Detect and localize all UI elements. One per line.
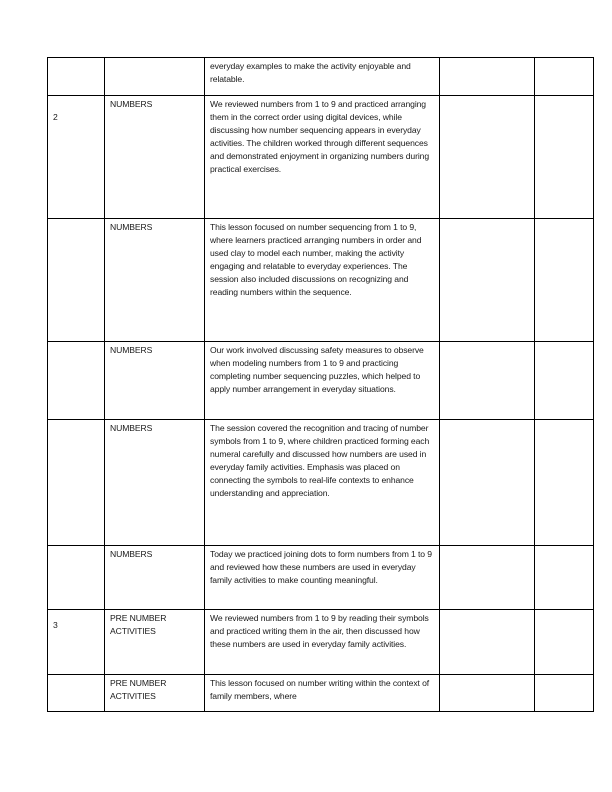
- description-cell: We reviewed numbers from 1 to 9 and practiced arranging them in the correct order using digital devices, while discussing how number sequencing appears in everyday activities. The children worked through different sequences and demonstrated enjoyment in organizing numbers during practical exercises.: [205, 96, 440, 219]
- table-row: [48, 675, 594, 712]
- empty-cell-4: [440, 96, 535, 219]
- week-cell: [48, 96, 105, 219]
- week-number: 2: [53, 112, 58, 122]
- strand-cell: PRE NUMBER ACTIVITIES: [105, 610, 205, 675]
- table-row: [48, 96, 594, 219]
- empty-cell-5: [535, 675, 594, 712]
- week-cell: [48, 58, 105, 96]
- empty-cell-5: [535, 342, 594, 420]
- description-cell: Our work involved discussing safety measures to observe when modeling numbers from 1 to 9 and practicing completing number sequencing puzzles, which helped to apply number arrangement in everyday situations.: [205, 342, 440, 420]
- description-cell: everyday examples to make the activity enjoyable and relatable.: [205, 58, 440, 96]
- strand-cell: NUMBERS: [105, 546, 205, 610]
- empty-cell-4: [440, 219, 535, 342]
- table-row: [48, 58, 594, 96]
- table-row: [48, 546, 594, 610]
- week-cell: [48, 420, 105, 546]
- table-row: [48, 342, 594, 420]
- description-cell: Today we practiced joining dots to form numbers from 1 to 9 and reviewed how these numbers are used in everyday family activities to make counting meaningful.: [205, 546, 440, 610]
- empty-cell-4: [440, 675, 535, 712]
- strand-cell: [105, 58, 205, 96]
- week-cell: [48, 219, 105, 342]
- table-row: [48, 610, 594, 675]
- strand-cell: NUMBERS: [105, 342, 205, 420]
- description-cell: This lesson focused on number writing within the context of family members, where: [205, 675, 440, 712]
- strand-cell: NUMBERS: [105, 420, 205, 546]
- lesson-log-table: [47, 57, 594, 712]
- week-cell: [48, 342, 105, 420]
- description-cell: We reviewed numbers from 1 to 9 by reading their symbols and practiced writing them in the air, then discussed how these numbers are used in everyday family activities.: [205, 610, 440, 675]
- week-cell: [48, 610, 105, 675]
- empty-cell-4: [440, 58, 535, 96]
- strand-cell: NUMBERS: [105, 219, 205, 342]
- empty-cell-4: [440, 610, 535, 675]
- empty-cell-5: [535, 546, 594, 610]
- empty-cell-5: [535, 58, 594, 96]
- empty-cell-5: [535, 610, 594, 675]
- table-row: [48, 219, 594, 342]
- week-number: 3: [53, 620, 58, 630]
- empty-cell-5: [535, 219, 594, 342]
- empty-cell-4: [440, 546, 535, 610]
- strand-cell: PRE NUMBER ACTIVITIES: [105, 675, 205, 712]
- empty-cell-5: [535, 96, 594, 219]
- description-cell: This lesson focused on number sequencing from 1 to 9, where learners practiced arranging numbers in order and used clay to model each number, making the activity engaging and relatable to everyday experiences. The session also included discussions on recognizing and reading numbers within the sequence.: [205, 219, 440, 342]
- table-row: [48, 420, 594, 546]
- empty-cell-4: [440, 342, 535, 420]
- week-cell: [48, 675, 105, 712]
- description-cell: The session covered the recognition and tracing of number symbols from 1 to 9, where children practiced forming each numeral carefully and discussed how numbers are used in everyday family activities. Emphasis was placed on connecting the symbols to real-life contexts to enhance understanding and appreciation.: [205, 420, 440, 546]
- week-cell: [48, 546, 105, 610]
- empty-cell-4: [440, 420, 535, 546]
- strand-cell: NUMBERS: [105, 96, 205, 219]
- empty-cell-5: [535, 420, 594, 546]
